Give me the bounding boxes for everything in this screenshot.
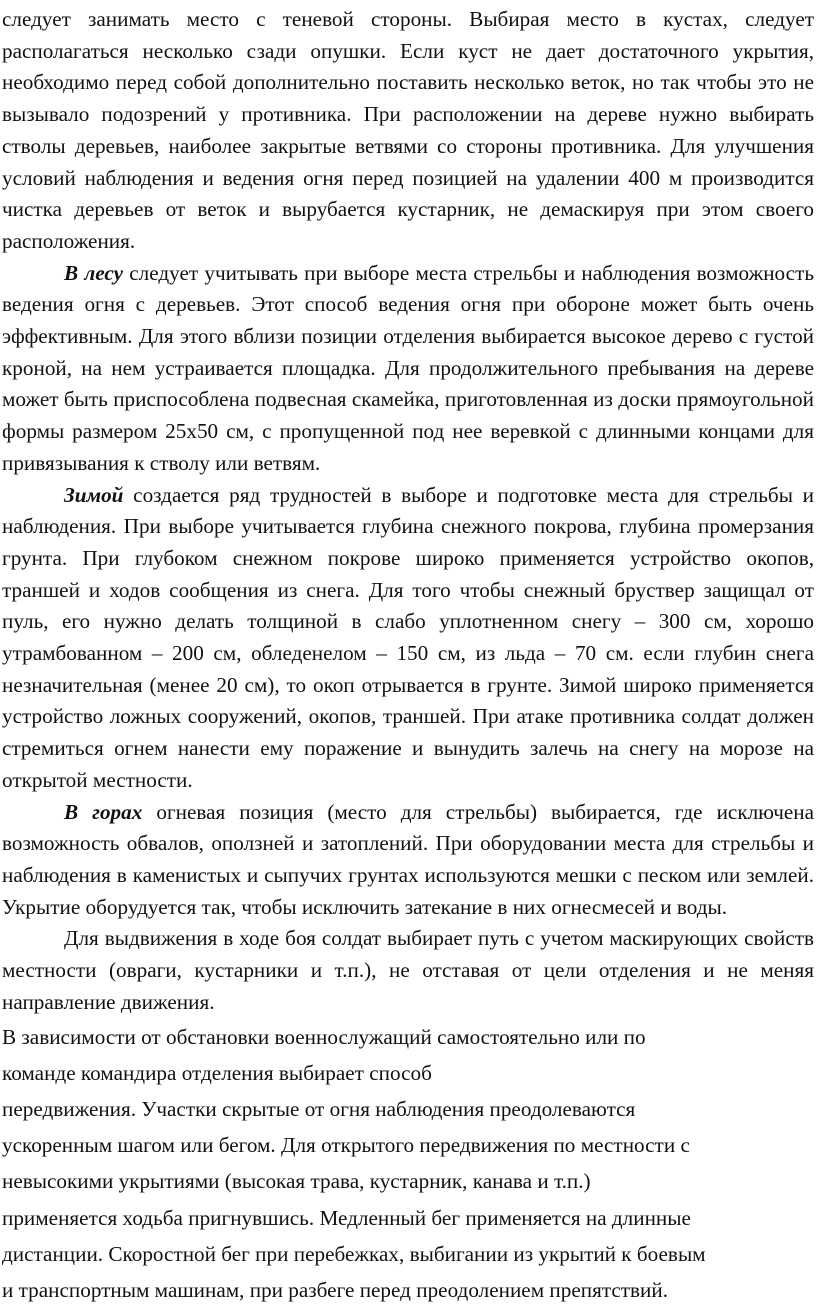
text-line: ускоренным шагом или бегом. Для открытого передвижения по местности с	[2, 1127, 814, 1163]
text-line: невысокими укрытиями (высокая трава, кустарник, канава и т.п.)	[2, 1163, 814, 1199]
paragraph-text: Для выдвижения в ходе боя солдат выбирает путь с учетом маскирующих свойств местности (овраги, кустарники и т.п.), не отставая от цели отделения и не меняя направление движения.	[2, 926, 814, 1013]
paragraph-forest	[2, 258, 814, 480]
text-line: дистанции. Скоростной бег при перебежках, выбигании из укрытий к боевым	[2, 1236, 814, 1272]
paragraph-text: создается ряд трудностей в выборе и подготовке места для стрельбы и наблюдения. При выборе учитывается глубина снежного покрова, глубина промерзания грунта. При глубоком снежном покрове широко применяется устройство окопов, траншей и ходов сообщения из снега. Для того чтобы снежный бруствер защищал от пуль, его нужно делать толщиной в слабо уплотненном снегу – 300 см, хорошо утрамбованном – 200 см, обледенелом – 150 см, из льда – 70 см. если глубин снега незначительная (менее 20 см), то окоп отрывается в грунте. Зимой широко применяется устройство ложных сооружений, окопов, траншей. При атаке противника солдат должен стремиться огнем нанести ему поражение и вынудить залечь на снегу на морозе на открытой местности.	[2, 483, 814, 792]
text-line: применяется ходьба пригнувшись. Медленный бег применяется на длинные	[2, 1200, 814, 1236]
text-line: передвижения. Участки скрытые от огня наблюдения преодолеваются	[2, 1091, 814, 1127]
paragraph-mountains	[2, 797, 814, 924]
paragraph-winter	[2, 480, 814, 797]
paragraph-movement	[2, 1019, 814, 1308]
paragraph-lead-mountains: В горах	[64, 800, 142, 824]
text-line: В зависимости от обстановки военнослужащий самостоятельно или по	[2, 1019, 814, 1055]
paragraph-lead-forest: В лесу	[64, 261, 123, 285]
paragraph-shade-position	[2, 4, 814, 258]
paragraph-advance	[2, 923, 814, 1018]
paragraph-lead-winter: Зимой	[64, 483, 123, 507]
paragraph-text: огневая позиция (место для стрельбы) выбирается, где исключена возможность обвалов, оползней и затоплений. При оборудовании места для стрельбы и наблюдения в каменистых и сыпучих грунтах используются мешки с песком или землей. Укрытие оборудуется так, чтобы исключить затекание в них огнесмесей и воды.	[2, 800, 814, 919]
text-line: и транспортным машинам, при разбеге перед преодолением препятствий.	[2, 1272, 814, 1308]
paragraph-text: следует занимать место с теневой стороны. Выбирая место в кустах, следует располагаться несколько сзади опушки. Если куст не дает достаточного укрытия, необходимо перед собой дополнительно поставить несколько веток, но так чтобы это не вызывало подозрений у противника. При расположении на дереве нужно выбирать стволы деревьев, наиболее закрытые ветвями со стороны противника. Для улучшения условий наблюдения и ведения огня перед позицией на удалении 400 м производится чистка деревьев от веток и вырубается кустарник, не демаскируя при этом своего расположения.	[2, 7, 814, 253]
paragraph-text: следует учитывать при выборе места стрельбы и наблюдения возможность ведения огня с деревьев. Этот способ ведения огня при обороне может быть очень эффективным. Для этого вблизи позиции отделения выбирается высокое дерево с густой кроной, на нем устраивается площадка. Для продолжительного пребывания на дереве может быть приспособлена подвесная скамейка, приготовленная из доски прямоугольной формы размером 25х50 см, с пропущенной под нее веревкой с длинными концами для привязывания к стволу или ветвям.	[2, 261, 814, 475]
text-line: команде командира отделения выбирает способ	[2, 1055, 814, 1091]
